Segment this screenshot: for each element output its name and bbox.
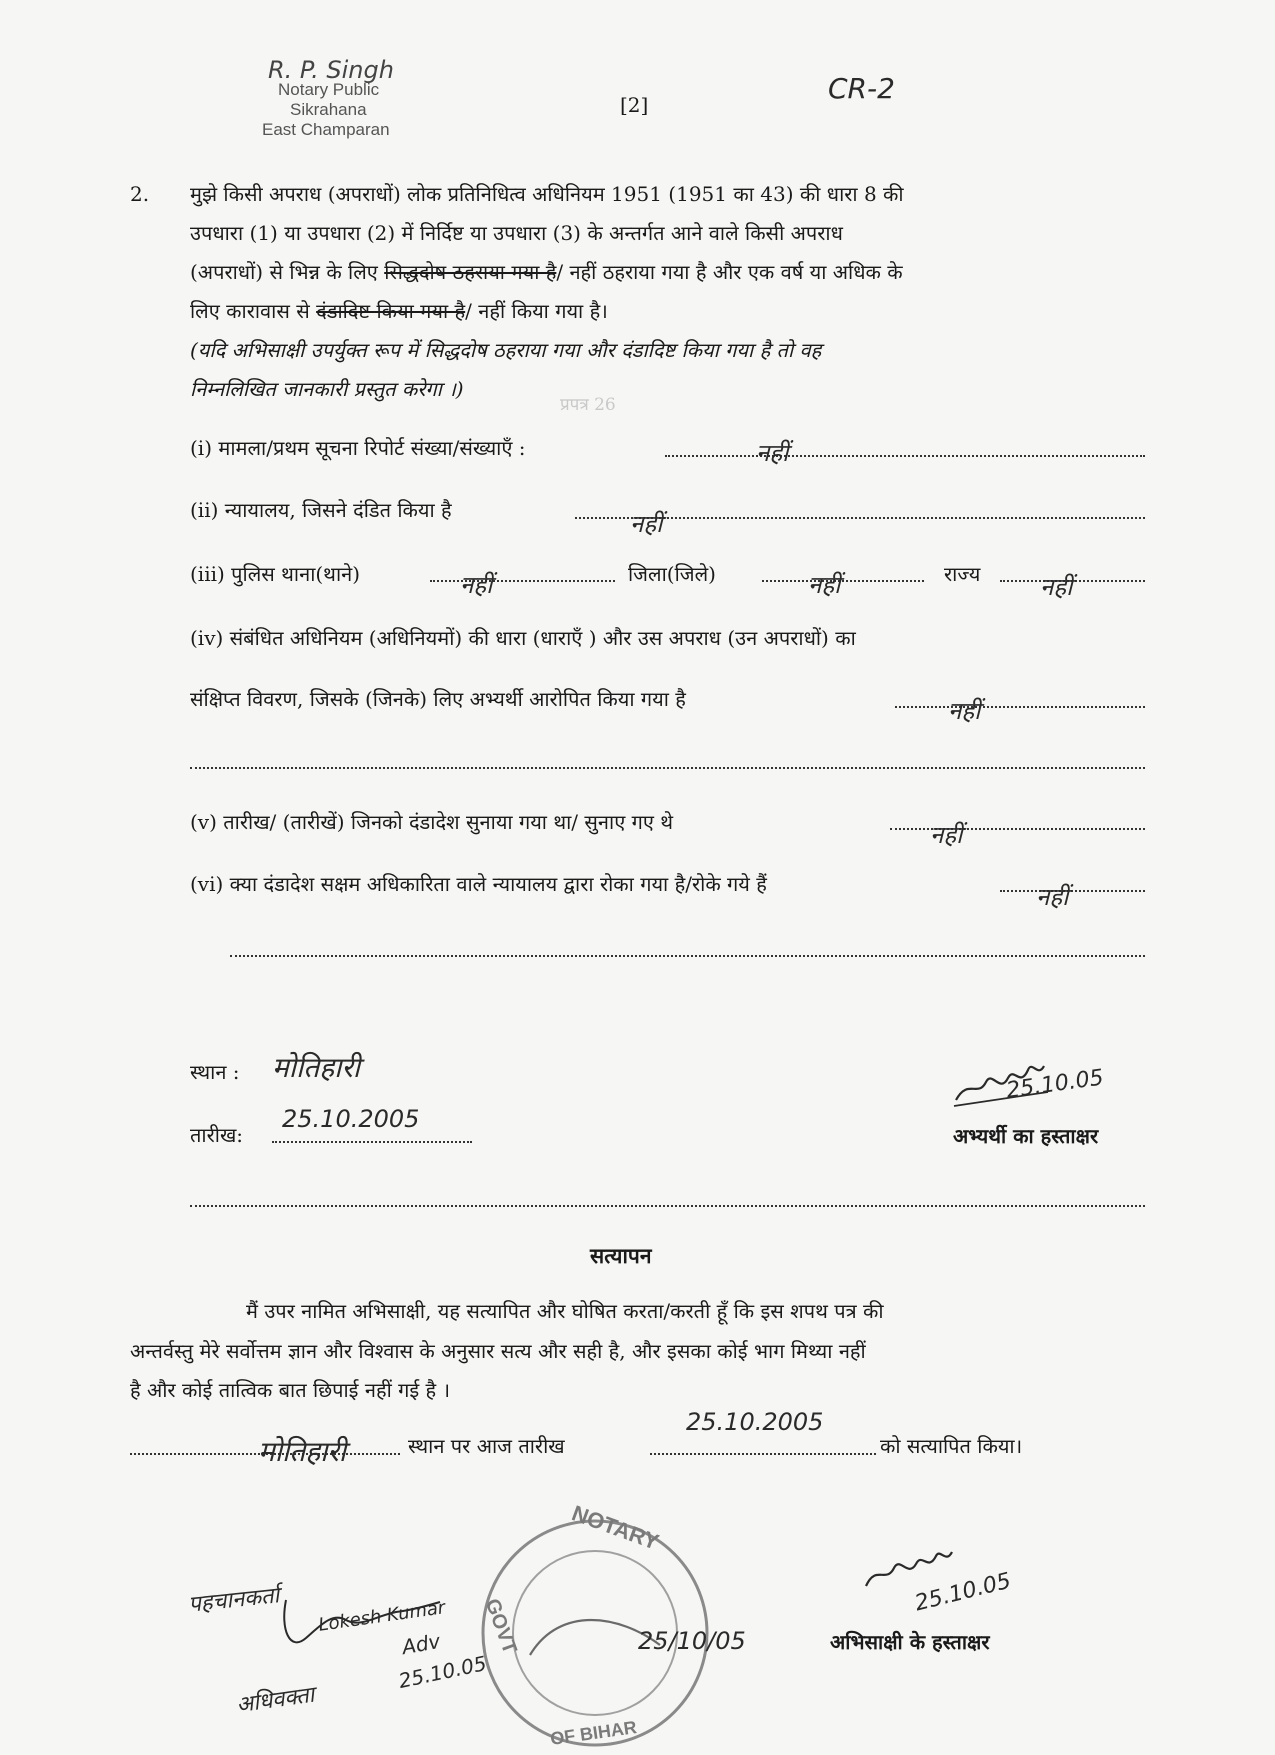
verification-date-field <box>650 1453 876 1455</box>
notary-date: 25/10/05 <box>638 1627 746 1655</box>
para-2-line-2: उपधारा (1) या उपधारा (2) में निर्दिष्ट या उपधारा (3) के अन्तर्गत आने वाले किसी अपराध <box>190 221 843 245</box>
candidate-signature-label: अभ्यर्थी का हस्ताक्षर <box>953 1124 1099 1148</box>
para-2-body <box>190 175 1150 409</box>
deponent-signature-date: 25.10.05 <box>912 1568 1014 1617</box>
item-iii-district-value: नहीं <box>808 571 841 599</box>
item-iv-field-continued <box>190 767 1145 769</box>
date-field <box>272 1141 472 1143</box>
verification-end-text: को सत्यापित किया। <box>880 1434 1023 1458</box>
item-v-label: (v) तारीख/ (तारीखें) जिनको दंडादेश सुनाया गया था/ सुनाए गए थे <box>190 810 674 834</box>
place-label: स्थान : <box>190 1060 240 1084</box>
struck-text: दंडादिष्ट किया गया है <box>316 299 466 323</box>
item-v-value: नहीं <box>930 821 963 849</box>
date-value: 25.10.2005 <box>282 1105 420 1133</box>
corner-note: CR-2 <box>828 72 895 105</box>
verification-heading: सत्यापन <box>590 1243 652 1268</box>
item-i-value: नहीं <box>756 439 789 467</box>
para-number: 2. <box>130 182 150 206</box>
item-i-field <box>665 455 1145 457</box>
place-value: मोतिहारी <box>272 1051 361 1084</box>
item-vi-field-continued <box>230 955 1145 957</box>
advocate-date: 25.10.05 <box>396 1651 489 1693</box>
item-iii-state-label: राज्य <box>944 562 981 586</box>
item-iii-state-value: नहीं <box>1040 573 1073 601</box>
item-vi-label: (vi) क्या दंडादेश सक्षम अधिकारिता वाले न्यायालय द्वारा रोका गया है/रोके गये हैं <box>190 872 767 896</box>
identifier-note: पहचानकर्ता <box>187 1583 281 1618</box>
item-iii-field <box>430 580 615 582</box>
para-2-line-4: लिए कारावास से दंडादिष्ट किया गया है/ नहीं किया गया है। <box>190 299 608 323</box>
advocate-label: अधिवक्ता <box>234 1682 316 1719</box>
item-iii-district-label: जिला(जिले) <box>628 562 716 586</box>
verification-line-3: है और कोई तात्विक बात छिपाई नहीं गई है । <box>130 1378 451 1402</box>
item-iii-label: (iii) पुलिस थाना(थाने) <box>190 562 361 586</box>
item-iv-value: नहीं <box>948 697 981 725</box>
item-iii-value: नहीं <box>460 571 493 599</box>
deponent-signature-label: अभिसाक्षी के हस्ताक्षर <box>830 1630 990 1654</box>
date-label: तारीख: <box>190 1123 244 1147</box>
verification-place-value: मोतिहारी <box>258 1435 347 1468</box>
verification-place-text: स्थान पर आज तारीख <box>408 1434 565 1458</box>
item-vi-field <box>1000 890 1145 892</box>
page-number: [2] <box>620 93 649 117</box>
item-iv-line-2: संक्षिप्त विवरण, जिसके (जिनके) लिए अभ्यर्थी आरोपित किया गया है <box>190 687 686 711</box>
para-2-line-1: मुझे किसी अपराध (अपराधों) लोक प्रतिनिधित्व अधिनियम 1951 (1951 का 43) की धारा 8 की <box>190 182 904 206</box>
notary-name-stamp: R. P. Singh Notary Public Sikrahana East Champaran <box>262 56 394 139</box>
item-ii-value: नहीं <box>630 510 663 538</box>
struck-text: सिद्धदोष ठहराया गया है <box>384 260 557 284</box>
candidate-signature-date: 25.10.05 <box>1004 1065 1106 1104</box>
note-line-2: निम्नलिखित जानकारी प्रस्तुत करेगा ।) <box>190 377 464 401</box>
notary-seal-top-text: NOTARY <box>568 1500 663 1555</box>
item-iv-field <box>895 706 1145 708</box>
item-ii-label: (ii) न्यायालय, जिसने दंडित किया है <box>190 498 452 522</box>
advocate-signature: Lokesh Kumar <box>317 1597 447 1636</box>
item-v-field <box>890 828 1145 830</box>
para-2-line-3: (अपराधों) से भिन्न के लिए सिद्धदोष ठहराया गया है/ नहीं ठहराया गया है और एक वर्ष या अधिक के <box>190 260 903 284</box>
notary-seal <box>470 1500 746 1755</box>
notary-seal-left-text: GOVT <box>480 1595 521 1657</box>
item-iv-line-1: (iv) संबंधित अधिनियम (अधिनियमों) की धारा (धाराएँ ) और उस अपराध (उन अपराधों) का <box>190 626 856 650</box>
item-vi-value: नहीं <box>1036 883 1069 911</box>
item-iii-state-field <box>1000 580 1145 582</box>
item-i-label: (i) मामला/प्रथम सूचना रिपोर्ट संख्या/संख्याएँ : <box>190 436 526 460</box>
note-line-1: (यदि अभिसाक्षी उपर्युक्त रूप में सिद्धदोष ठहराया गया और दंडादिष्ट किया गया है तो वह <box>190 338 822 362</box>
separator-line <box>190 1205 1145 1207</box>
verification-line-1: मैं उपर नामित अभिसाक्षी, यह सत्यापित और घोषित करता/करती हूँ कि इस शपथ पत्र की <box>246 1299 884 1323</box>
notary-seal-bottom-text: OF BIHAR <box>548 1717 638 1749</box>
bleed-through-text: प्रपत्र 26 <box>560 395 616 415</box>
advocate-abbr: Adv <box>400 1628 443 1660</box>
verification-date-value: 25.10.2005 <box>686 1408 824 1436</box>
verification-line-2: अन्तर्वस्तु मेरे सर्वोत्तम ज्ञान और विश्वास के अनुसार सत्य और सही है, और इसका कोई भाग मिथ्या नहीं <box>130 1339 866 1363</box>
item-iii-district-field <box>762 580 924 582</box>
